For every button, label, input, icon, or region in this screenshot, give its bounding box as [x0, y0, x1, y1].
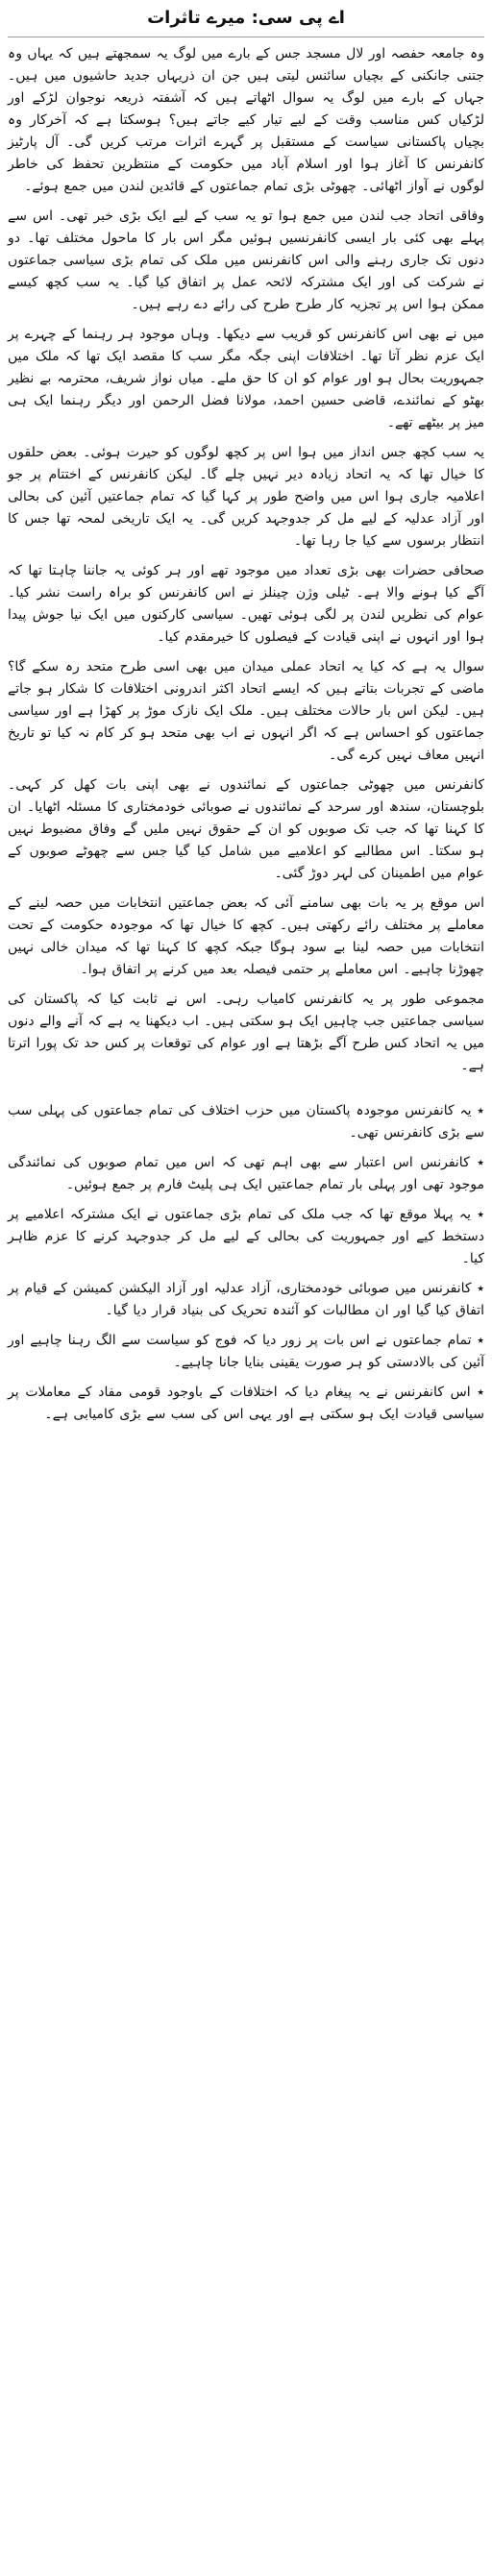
paragraph: صحافی حضرات بھی بڑی تعداد میں موجود تھے اور ہر کوئی یہ جاننا چاہتا تھا کہ آگے کیا ہونے والا ہے۔ ٹیلی وژن چینلز نے اس کانفرنس کو براہ راست نشر کیا۔ عوام کی نظریں لندن پر لگی ہوئی تھیں۔ سیاسی کارکنوں میں ایک نیا جوش پیدا ہوا اور انہوں نے اپنی قیادت کے فیصلوں کا خیرمقدم کیا۔	[8, 563, 484, 645]
paragraph: یہ سب کچھ جس انداز میں ہوا اس پر کچھ لوگوں کو حیرت ہوئی۔ بعض حلقوں کا خیال تھا کہ یہ اتحاد زیادہ دیر نہیں چلے گا۔ لیکن کانفرنس کے اختتام پر جو اعلامیہ جاری ہوا اس میں واضح طور پر کہا گیا کہ تمام جماعتیں آئین کی بحالی اور آزاد عدلیہ کے لیے مل کر جدوجہد کریں گی۔ یہ ایک تاریخی لمحہ تھا جس کا انتظار برسوں سے کیا جا رہا تھا۔	[8, 445, 484, 549]
article-title: اے پی سی: میرے تاثرات	[147, 8, 345, 28]
paragraph: وفاقی اتحاد جب لندن میں جمع ہوا تو یہ سب کے لیے ایک بڑی خبر تھی۔ اس سے پہلے بھی کئی بار ایسی کانفرنسیں ہوئیں مگر اس بار کا ماحول مختلف تھا۔ دو دنوں تک جاری رہنے والی اس کانفرنس میں ملک کی تمام بڑی سیاسی جماعتوں نے شرکت کی اور ایک مشترکہ لائحہ عمل پر اتفاق کیا گیا۔ یہ سب کچھ کیسے ممکن ہوا اس پر تجزیہ کار طرح طرح کی رائے دے رہے ہیں۔	[8, 209, 484, 312]
paragraph: وہ جامعہ حفصہ اور لال مسجد جس کے بارے میں لوگ یہ سمجھتے ہیں کہ یہاں وہ جتنی جانکنی کے بچیاں سائنس لیتی ہیں جن ان ذریہاں جدید حاشیوں میں ہیں۔ جہاں کے بارے میں لوگ یہ سوال اٹھاتے ہیں کہ آشفتہ ذریعہ نوجوان لڑکے اور لڑکیاں کس مناسب وقت کے لیے تیار کیے جاتے ہیں؟ ہوسکتا ہے کہ آخرکار وہ بچیاں پاکستانی سیاست کے مستقبل پر گہرے اثرات مرتب کریں گی۔ آل پارٹیز کانفرنس کا آغاز ہوا اور اسلام آباد میں حکومت کے منتظرین تحفظ کی خاطر لوگوں نے آواز اٹھائی۔ چھوٹی بڑی تمام جماعتوں کے قائدین لندن میں جمع ہوئے۔	[8, 46, 484, 194]
article-body	[8, 43, 484, 1426]
paragraph: سوال یہ ہے کہ کیا یہ اتحاد عملی میدان میں بھی اسی طرح متحد رہ سکے گا؟ ماضی کے تجربات بتاتے ہیں کہ ایسے اتحاد اکثر اندرونی اختلافات کا شکار ہو جاتے ہیں۔ لیکن اس بار حالات مختلف ہیں۔ ملک ایک نازک موڑ پر کھڑا ہے اور سیاسی جماعتوں کو احساس ہے کہ اگر انہوں نے اب بھی متحد ہو کر کام نہ کیا تو تاریخ انہیں معاف نہیں کرے گی۔	[8, 659, 485, 763]
paragraph: اس موقع پر یہ بات بھی سامنے آئی کہ بعض جماعتیں انتخابات میں حصہ لینے کے معاملے پر مختلف رائے رکھتی ہیں۔ کچھ کا خیال تھا کہ موجودہ حکومت کے تحت انتخابات میں حصہ لینا بے سود ہوگا جبکہ کچھ کا کہنا تھا کہ میدان خالی نہیں چھوڑنا چاہیے۔ اس معاملے پر حتمی فیصلہ بعد میں کرنے پر اتفاق ہوا۔	[8, 895, 484, 977]
bullet-point: ٭ تمام جماعتوں نے اس بات پر زور دیا کہ فوج کو سیاست سے الگ رہنا چاہیے اور آئین کی بالادستی کو ہر صورت یقینی بنایا جانا چاہیے۔	[8, 1333, 484, 1370]
bullet-point: ٭ اس کانفرنس نے یہ پیغام دیا کہ اختلافات کے باوجود قومی مفاد کے معاملات پر سیاسی قیادت ایک ہو سکتی ہے اور یہی اس کی سب سے بڑی کامیابی ہے۔	[8, 1385, 484, 1422]
bullet-point: ٭ کانفرنس اس اعتبار سے بھی اہم تھی کہ اس میں تمام صوبوں کی نمائندگی موجود تھی اور پہلی بار تمام جماعتیں ایک ہی پلیٹ فارم پر جمع ہوئیں۔	[8, 1155, 484, 1192]
bullet-point: ٭ کانفرنس میں صوبائی خودمختاری، آزاد عدلیہ اور آزاد الیکشن کمیشن کے قیام پر اتفاق کیا گیا اور ان مطالبات کو آئندہ تحریک کی بنیاد قرار دیا گیا۔	[8, 1281, 484, 1318]
paragraph: کانفرنس میں چھوٹی جماعتوں کے نمائندوں نے بھی اپنی بات کھل کر کہی۔ بلوچستان، سندھ اور سرحد کے نمائندوں نے صوبائی خودمختاری کا مسئلہ اٹھایا۔ ان کا کہنا تھا کہ جب تک صوبوں کو ان کے حقوق نہیں ملیں گے وفاق مضبوط نہیں ہو سکتا۔ اس مطالبے کو اعلامیے میں شامل کیا گیا جس سے چھوٹے صوبوں کے عوام میں اطمینان کی لہر دوڑ گئی۔	[8, 777, 484, 881]
bullet-point: ٭ یہ کانفرنس موجودہ پاکستان میں حزب اختلاف کی تمام جماعتوں کی پہلی سب سے بڑی کانفرنس تھی۔	[8, 1103, 484, 1141]
paragraph: میں نے بھی اس کانفرنس کو قریب سے دیکھا۔ وہاں موجود ہر رہنما کے چہرے پر ایک عزم نظر آتا تھا۔ اختلافات اپنی جگہ مگر سب کا مقصد ایک تھا کہ ملک میں جمہوریت بحال ہو اور عوام کو ان کا حق ملے۔ میاں نواز شریف، محترمہ بے نظیر بھٹو کے نمائندے، قاضی حسین احمد، مولانا فضل الرحمن اور دیگر رہنما ایک ہی میز پر بیٹھے تھے۔	[8, 327, 484, 430]
paragraph: مجموعی طور پر یہ کانفرنس کامیاب رہی۔ اس نے ثابت کیا کہ پاکستان کی سیاسی جماعتیں جب چاہیں ایک ہو سکتی ہیں۔ اب دیکھنا یہ ہے کہ آنے والے دنوں میں یہ اتحاد کس طرح آگے بڑھتا ہے اور عوام کی توقعات پر کس حد تک پورا اترتا ہے۔	[8, 992, 484, 1073]
section-spacer	[8, 1085, 484, 1092]
bullet-point: ٭ یہ پہلا موقع تھا کہ جب ملک کی تمام بڑی جماعتوں نے ایک مشترکہ اعلامیے پر دستخط کیے اور جمہوریت کی بحالی کے لیے مل کر جدوجہد کرنے کا عزم ظاہر کیا۔	[8, 1207, 484, 1266]
